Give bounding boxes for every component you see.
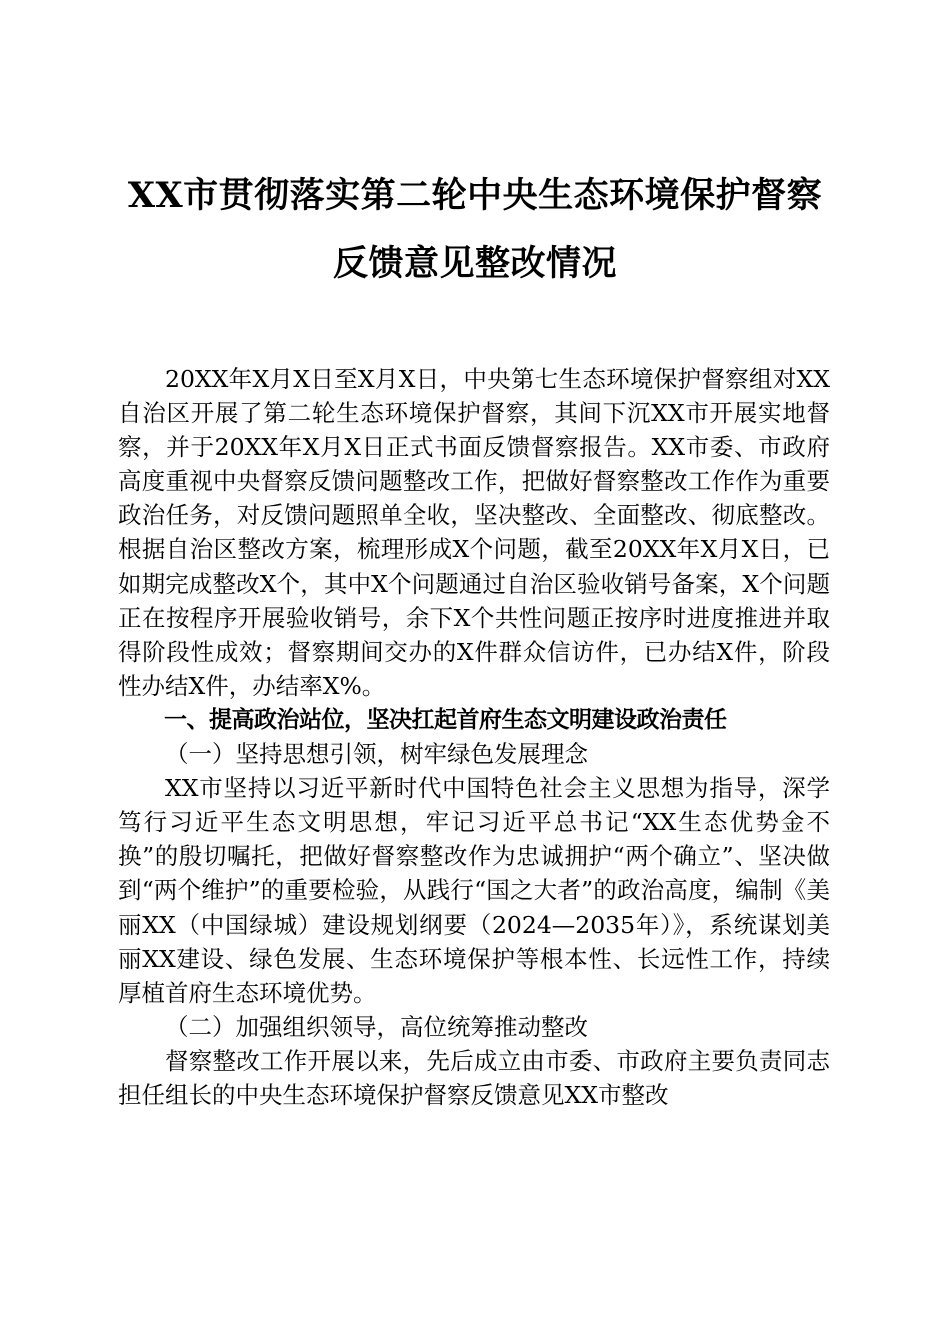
document-title-line-2: 反馈意见整改情况 xyxy=(332,243,617,284)
subsection-1-paragraph: XX市坚持以习近平新时代中国特色社会主义思想为指导，深学笃行习近平生态文明思想，牢记习近平总书记“XX生态优势金不换”的殷切嘱托，把做好督察整改作为忠诚拥护“两个确立”、坚决做到“两个维护”的重要检验，从践行“国之大者”的政治高度，编制《美丽XX（中国绿城）建设规划纲要（2024—2035年）》，系统谋划美丽XX建设、绿色发展、生态环境保护等根本性、长远性工作，持续厚植首府生态环境优势。 xyxy=(118,774,830,1007)
section-heading-1: 一、提高政治站位，坚决扛起首府生态文明建设政治责任 xyxy=(164,706,727,733)
subsection-heading-1: （一）坚持思想引领，树牢绿色发展理念 xyxy=(165,740,588,769)
subsection-heading-2: （二）加强组织领导，高位统筹推动整改 xyxy=(165,1012,588,1041)
subsection-2-paragraph: 督察整改工作开展以来，先后成立由市委、市政府主要负责同志担任组长的中央生态环境保护督察反馈意见XX市整改 xyxy=(118,1046,830,1109)
document-body xyxy=(118,362,830,1112)
intro-paragraph: 20XX年X月X日至X月X日，中央第七生态环境保护督察组对XX自治区开展了第二轮生态环境保护督察，其间下沉XX市开展实地督察，并于20XX年X月X日正式书面反馈督察报告。XX市委、市政府高度重视中央督察反馈问题整改工作，把做好督察整改工作作为重要政治任务，对反馈问题照单全收，坚决整改、全面整改、彻底整改。根据自治区整改方案，梳理形成X个问题，截至20XX年X月X日，已如期完成整改X个，其中X个问题通过自治区验收销号备案，X个问题正在按程序开展验收销号，余下X个共性问题正按序时进度推进并取得阶段性成效；督察期间交办的X件群众信访件，已办结X件，阶段性办结X件，办结率X%。 xyxy=(118,365,830,700)
document-title-line-1: XX市贯彻落实第二轮中央生态环境保护督察 xyxy=(127,175,823,216)
